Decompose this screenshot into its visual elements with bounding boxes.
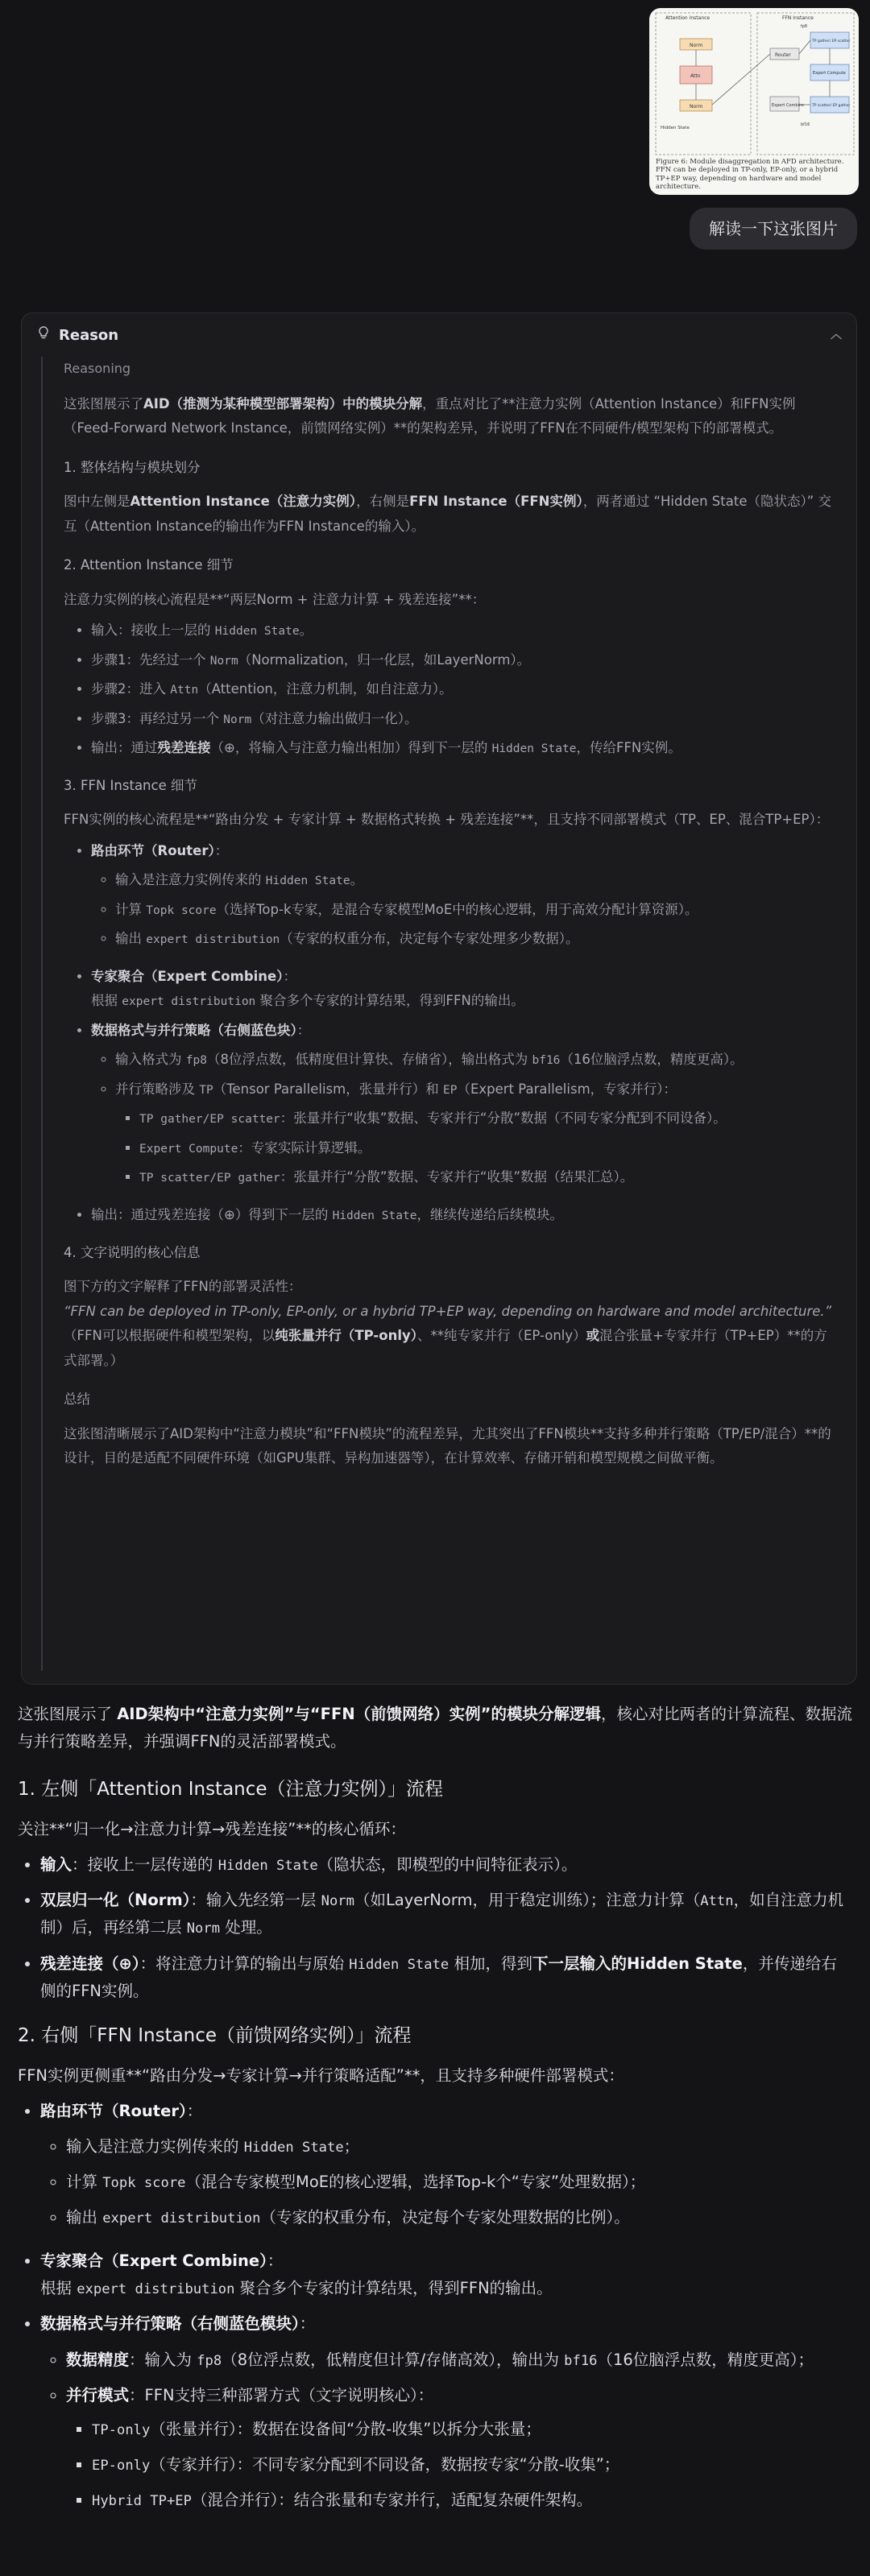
answer-intro: 这张图展示了 AID架构中“注意力实例”与“FFN（前馈网络）实例”的模块分解逻辑，核心对比两者的计算流程、数据流与并行策略差异，并强调FFN的灵活部署模式。	[18, 1705, 852, 1751]
fig-label-bf16: bf16	[801, 122, 810, 127]
reason-title: Reason	[59, 327, 119, 345]
reasoning-label: Reasoning	[64, 361, 131, 376]
list-item: ▪ TP gather/EP scatter：张量并行“收集”数据、专家并行“分散”数据（不同专家分配到不同设备）。	[139, 1106, 839, 1131]
reason-section-4-text: 图下方的文字解释了FFN的部署灵活性： “FFN can be deployed in TP-only, EP-only, or a hybrid TP+EP way, depending on hardware and model architecture.” （FFN可以根据硬件和模型架构，以纯张量并行（TP-only）、**纯专家并行（EP-only）或混合张量+专家并行（TP+EP）**的方式部署。）	[64, 1279, 832, 1368]
list-item: • 专家聚合（Expert Combine）： 根据 expert distribution 聚合多个专家的计算结果，得到FFN的输出。	[40, 2247, 852, 2302]
reason-section-2-title: 2. Attention Instance 细节	[64, 557, 234, 573]
fig-label-expert-combine: Expert Combine	[772, 103, 805, 108]
reason-ffn-list	[64, 839, 839, 1228]
list-item: • 路由环节（Router）： ◦ 输入是注意力实例传来的 Hidden State。 ◦ 计算 Topk score（选择Top-k专家，是混合专家模型MoE中的核心逻辑，用于高效分配计算资源）。 ◦ 输出 expert distribution（专家的权重分布，决定每个专家处理多少数据）。	[91, 839, 839, 952]
fig-label-hidden-state: Hidden State	[661, 126, 690, 130]
lightbulb-icon	[36, 324, 51, 348]
list-item: ◦ 并行策略涉及 TP（Tensor Parallelism，张量并行）和 EP（Expert Parallelism，专家并行）： ▪ TP gather/EP scatter：张量并行“收集”数据、专家并行“分散”数据（不同专家分配到不同设备）。 ▪ Expert Compute：专家实际计算逻辑。 ▪ TP scatter/EP gather：张量并行“分散”数据、专家并行“收集”数据（结果汇总）。	[115, 1077, 839, 1190]
reason-section-3-intro: FFN实例的核心流程是**“路由分发 + 专家计算 + 数据格式转换 + 残差连接”**，且支持不同部署模式（TP、EP、混合TP+EP）：	[64, 812, 830, 828]
list-item: ▪ Hybrid TP+EP（混合并行）：结合张量和专家并行，适配复杂硬件架构。	[92, 2487, 852, 2514]
list-item: ▪ TP-only（张量并行）：数据在设备间“分散-收集”以拆分大张量；	[92, 2416, 852, 2443]
list-item: ▪ EP-only（专家并行）：不同专家分配到不同设备，数据按专家“分散-收集”；	[92, 2451, 852, 2479]
list-item: ◦ 输出 expert distribution（专家的权重分布，决定每个专家处理多少数据）。	[115, 927, 839, 952]
user-message-bubble: 解读一下这张图片	[690, 208, 857, 250]
uploaded-image-thumbnail[interactable]	[649, 8, 859, 195]
reason-section-3-title: 3. FFN Instance 细节	[64, 777, 197, 793]
reason-section-1-title: 1. 整体结构与模块划分	[64, 459, 201, 475]
list-item: • 步骤1：先经过一个 Norm（Normalization，归一化层，如LayerNorm）。	[91, 648, 839, 673]
reason-attention-steps	[64, 618, 839, 761]
fig-label-attn: Attn	[690, 73, 701, 79]
assistant-answer	[18, 1701, 852, 2530]
reason-content	[41, 357, 839, 1671]
reason-section-2-intro: 注意力实例的核心流程是**“两层Norm + 注意力计算 + 残差连接”**：	[64, 591, 486, 607]
list-item: • 数据格式与并行策略（右侧蓝色块）： ◦ 输入格式为 fp8（8位浮点数，低精度但计算快、存储省），输出格式为 bf16（16位脑浮点数，精度更高）。 ◦ 并行策略涉及 TP（Tensor Parallelism，张量并行）和 EP（Expert Parallelism，专家并行）： ▪ TP gather/EP scatter：张量并行“收集”数据、专家并行“分散”数据（不同专家分配到不同设备）。 ▪ Expert Compute：专家实际计算逻辑。 ▪ TP scatter/EP gather：张量并行“分散”数据、专家并行“收集”数据（结果汇总）。	[91, 1019, 839, 1190]
reason-summary-label: 总结	[64, 1391, 90, 1408]
list-item: • 残差连接（⊕）：将注意力计算的输出与原始 Hidden State 相加，得到下一层输入的Hidden State，并传递给右侧的FFN实例。	[40, 1950, 852, 2005]
fig-label-ffn: FFN Instance	[782, 15, 814, 21]
fig-label-norm2: Norm	[690, 104, 703, 110]
fig-label-attention: Attention Instance	[665, 15, 710, 21]
fig-label-tp-scatter: TP scatter/ EP gather	[812, 104, 851, 108]
reason-panel-toggle[interactable]	[36, 323, 842, 349]
list-item: ◦ 数据精度：输入为 fp8（8位浮点数，低精度但计算/存储高效），输出为 bf16（16位脑浮点数，精度更高）；	[66, 2347, 852, 2374]
answer-h2-intro: FFN实例更侧重**“路由分发→专家计算→并行策略适配”**，且支持多种硬件部署模式：	[18, 2065, 624, 2085]
list-item: ◦ 输入是注意力实例传来的 Hidden State。	[115, 868, 839, 893]
list-item: • 输出：通过残差连接（⊕，将输入与注意力输出相加）得到下一层的 Hidden State，传给FFN实例。	[91, 736, 839, 761]
list-item: • 输出：通过残差连接（⊕）得到下一层的 Hidden State，继续传递给后续模块。	[91, 1203, 839, 1228]
answer-attention-list	[18, 1851, 852, 2005]
list-item: ◦ 计算 Topk score（选择Top-k专家，是混合专家模型MoE中的核心逻辑，用于高效分配计算资源）。	[115, 898, 839, 923]
list-item: • 专家聚合（Expert Combine）： 根据 expert distribution 聚合多个专家的计算结果，得到FFN的输出。	[91, 965, 839, 1014]
list-item: ◦ 并行模式：FFN支持三种部署方式（文字说明核心）： ▪ TP-only（张量并行）：数据在设备间“分散-收集”以拆分大张量； ▪ EP-only（专家并行）：不同专家分配到不同设备，数据按专家“分散-收集”； ▪ Hybrid TP+EP（混合并行）：结合张量和专家并行，适配复杂硬件架构。	[66, 2382, 852, 2515]
answer-heading-1: 1. 左侧「Attention Instance（注意力实例）」流程	[18, 1779, 444, 1801]
answer-h1-intro: 关注**“归一化→注意力计算→残差连接”**的核心循环：	[18, 1820, 406, 1839]
list-item: • 步骤2：进入 Attn（Attention，注意力机制，如自注意力）。	[91, 677, 839, 702]
list-item: • 路由环节（Router）： ◦ 输入是注意力实例传来的 Hidden State； ◦ 计算 Topk score（混合专家模型MoE的核心逻辑，选择Top-k个“专家”处理数据）； ◦ 输出 expert distribution（专家的权重分布，决定每个专家处理数据的比例）。	[40, 2098, 852, 2232]
list-item: ◦ 计算 Topk score（混合专家模型MoE的核心逻辑，选择Top-k个“专家”处理数据）；	[66, 2169, 852, 2196]
fig-label-tp-gather: TP gather/ EP scatter	[812, 39, 851, 43]
chevron-up-icon[interactable]: ︿	[831, 329, 842, 342]
reason-section-1-text: 图中左侧是Attention Instance（注意力实例），右侧是FFN Instance（FFN实例），两者通过 “Hidden State（隐状态）” 交互（Attention Instance的输出作为FFN Instance的输入）。	[64, 494, 832, 534]
list-item: ◦ 输入是注意力实例传来的 Hidden State；	[66, 2133, 852, 2160]
reason-summary-text: 这张图清晰展示了AID架构中“注意力模块”和“FFN模块”的流程差异，尤其突出了FFN模块**支持多种并行策略（TP/EP/混合）**的设计，目的是适配不同硬件环境（如GPU集群、异构加速器等），在计算效率、存储开销和模型规模之间做平衡。	[64, 1425, 831, 1466]
reason-section-4-title: 4. 文字说明的核心信息	[64, 1244, 201, 1260]
list-item: • 数据格式与并行策略（右侧蓝色模块）： ◦ 数据精度：输入为 fp8（8位浮点数，低精度但计算/存储高效），输出为 bf16（16位脑浮点数，精度更高）； ◦ 并行模式：FFN支持三种部署方式（文字说明核心）： ▪ TP-only（张量并行）：数据在设备间“分散-收集”以拆分大张量； ▪ EP-only（专家并行）：不同专家分配到不同设备，数据按专家“分散-收集”； ▪ Hybrid TP+EP（混合并行）：结合张量和专家并行，适配复杂硬件架构。	[40, 2310, 852, 2514]
list-item: ◦ 输出 expert distribution（专家的权重分布，决定每个专家处理数据的比例）。	[66, 2204, 852, 2231]
fig-label-expert-compute: Expert Compute	[813, 71, 846, 76]
list-item: • 输入：接收上一层的 Hidden State。	[91, 618, 839, 643]
list-item: • 双层归一化（Norm）：输入先经第一层 Norm（如LayerNorm，用于稳定训练）；注意力计算（Attn，如自注意力机制）后，再经第二层 Norm 处理。	[40, 1887, 852, 1941]
list-item: • 步骤3：再经过另一个 Norm（对注意力输出做归一化）。	[91, 707, 839, 732]
reason-panel	[21, 312, 857, 1685]
fig-label-router: Router	[775, 52, 791, 58]
list-item: • 输入：接收上一层传递的 Hidden State（隐状态，即模型的中间特征表示）。	[40, 1851, 852, 1879]
list-item: ▪ TP scatter/EP gather：张量并行“分散”数据、专家并行“收集”数据（结果汇总）。	[139, 1165, 839, 1190]
fig-label-fp8: fp8	[801, 24, 808, 29]
fig-label-norm1: Norm	[690, 43, 703, 48]
figure-caption: Figure 6: Module disaggregation in AFD architecture. FFN can be deployed in TP-only, EP-only, or a hybrid TP+EP way, depending on hardware and model architecture.	[656, 157, 844, 192]
answer-heading-2: 2. 右侧「FFN Instance（前馈网络实例）」流程	[18, 2024, 412, 2046]
english-quote: “FFN can be deployed in TP-only, EP-only, or a hybrid TP+EP way, depending on hardware and model architecture.”	[64, 1303, 832, 1319]
reason-intro: 这张图展示了AID（推测为某种模型部署架构）中的模块分解，重点对比了**注意力实例（Attention Instance）和FFN实例（Feed-Forward Network Instance，前馈网络实例）**的架构差异，并说明了FFN在不同硬件/模型架构下的部署模式。	[64, 395, 796, 436]
list-item: ◦ 输入格式为 fp8（8位浮点数，低精度但计算快、存储省），输出格式为 bf16（16位脑浮点数，精度更高）。	[115, 1048, 839, 1073]
list-item: ▪ Expert Compute：专家实际计算逻辑。	[139, 1136, 839, 1161]
answer-ffn-list	[18, 2098, 852, 2515]
